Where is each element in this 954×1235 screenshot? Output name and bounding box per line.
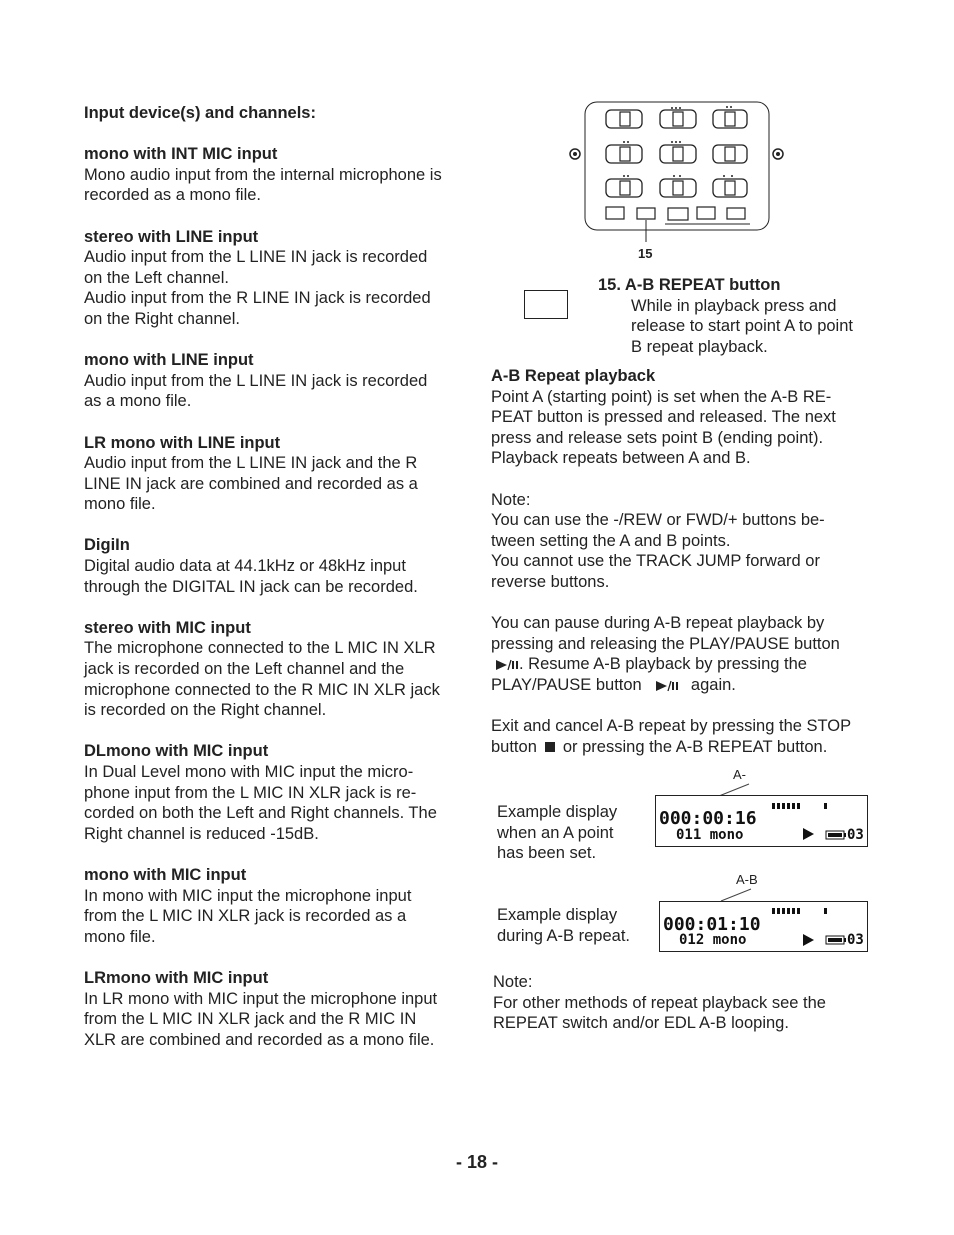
text-line: when an A point xyxy=(497,823,614,842)
level-meter-icon xyxy=(770,906,832,916)
section-digiin xyxy=(84,535,464,597)
text-line: as a mono file. xyxy=(84,392,192,411)
play-pause-icon xyxy=(654,680,682,692)
text-line: jack is recorded on the Left channel and the xyxy=(84,660,405,679)
text-line: Audio input from the R LINE IN jack is recorded xyxy=(84,289,431,308)
text-line: You can pause during A-B repeat playback by xyxy=(491,614,825,633)
section-title: LRmono with MIC input xyxy=(84,968,269,987)
text-line: mono file. xyxy=(84,495,156,514)
text-line: PEAT button is pressed and released. The next xyxy=(491,408,836,427)
section-stereo-mic xyxy=(84,618,464,721)
text-line: mono file. xyxy=(84,927,156,946)
text-line: REPEAT switch and/or EDL A-B looping. xyxy=(493,1014,789,1033)
text-line: Audio input from the L LINE IN jack is recorded xyxy=(84,371,428,390)
section-title: LR mono with LINE input xyxy=(84,433,281,452)
page-number: - 18 - xyxy=(455,1152,498,1172)
text-line: You can use the -/REW or FWD/+ buttons be- xyxy=(491,511,825,530)
ab-repeat-section xyxy=(491,366,871,757)
text-line: during A-B repeat. xyxy=(497,926,630,945)
lcd-display-a xyxy=(655,795,868,847)
text-line: recorded as a mono file. xyxy=(84,186,262,205)
marker-label: A- xyxy=(733,767,746,782)
text-line: microphone connected to the R MIC IN XLR jack xyxy=(84,680,440,699)
text-line: is recorded on the Right channel. xyxy=(84,701,327,720)
text-line: on the Left channel. xyxy=(84,268,229,287)
text-line: from the L MIC IN XLR jack and the R MIC IN xyxy=(84,1010,417,1029)
lcd-time: 000:01:10 xyxy=(663,914,761,935)
text-line: from the L MIC IN XLR jack is recorded as a xyxy=(84,907,407,926)
battery-icon xyxy=(825,830,847,840)
text-line: You cannot use the TRACK JUMP forward or xyxy=(491,552,820,571)
text-line: While in playback press and xyxy=(631,296,837,315)
text-line: Point A (starting point) is set when the A-B RE- xyxy=(491,387,832,406)
battery-icon xyxy=(825,935,847,945)
text-line: For other methods of repeat playback see the xyxy=(493,993,826,1012)
play-icon xyxy=(801,827,815,841)
text-fragment: PLAY/PAUSE button xyxy=(491,675,642,694)
text-line: In mono with MIC input the microphone input xyxy=(84,886,412,905)
text-line: pressing and releasing the PLAY/PAUSE button xyxy=(491,634,840,653)
text-fragment: . Resume A-B playback by pressing the xyxy=(519,655,807,674)
section-mono-mic xyxy=(84,865,464,947)
text-line: LINE IN jack are combined and recorded as a xyxy=(84,474,418,493)
text-line: tween setting the A and B points. xyxy=(491,531,731,550)
text-line: phone input from the L MIC IN XLR jack is re- xyxy=(84,783,417,802)
text-fragment: or pressing the A-B REPEAT button. xyxy=(562,737,828,756)
section-title: DigiIn xyxy=(84,536,130,555)
text-line: release to start point A to point xyxy=(631,317,853,336)
text-line: Digital audio data at 44.1kHz or 48kHz input xyxy=(84,557,406,576)
text-fragment: button xyxy=(491,737,537,756)
text-line: through the DIGITAL IN jack can be recorded. xyxy=(84,577,418,596)
text-fragment: again. xyxy=(690,675,736,694)
text-line: B repeat playback. xyxy=(631,337,768,356)
section-title: stereo with MIC input xyxy=(84,618,251,637)
section-stereo-line xyxy=(84,227,464,330)
text-line: Right channel is reduced -15dB. xyxy=(84,824,319,843)
play-icon xyxy=(801,933,815,947)
text-line xyxy=(491,737,871,758)
device-panel-diagram xyxy=(565,98,790,268)
text-line: Example display xyxy=(497,906,618,924)
button-title: 15. A-B REPEAT button xyxy=(598,276,781,294)
text-line: reverse buttons. xyxy=(491,572,610,591)
text-line: Example display xyxy=(497,803,618,821)
ab-repeat-button-illustration xyxy=(524,290,568,319)
text-line xyxy=(491,654,871,675)
note-section xyxy=(493,972,873,1034)
play-pause-icon xyxy=(491,659,519,671)
note-label: Note: xyxy=(493,973,533,991)
section-lrmono-mic xyxy=(84,968,464,1050)
level-meter-icon xyxy=(770,801,832,811)
text-line xyxy=(491,675,871,696)
section-lr-mono-line xyxy=(84,433,464,515)
section-dlmono-mic xyxy=(84,741,464,844)
text-line: Playback repeats between A and B. xyxy=(491,449,751,468)
text-line: XLR are combined and recorded as a mono file. xyxy=(84,1030,435,1049)
text-line: has been set. xyxy=(497,844,597,863)
text-line: press and release sets point B (ending point). xyxy=(491,428,824,447)
left-column xyxy=(84,103,464,1071)
section-mono-line xyxy=(84,350,464,412)
text-line: Audio input from the L LINE IN jack is recorded xyxy=(84,248,428,267)
note-label: Note: xyxy=(491,490,531,509)
text-line: corded on both the Left and Right channels. The xyxy=(84,804,437,823)
section-title: mono with INT MIC input xyxy=(84,145,278,164)
lcd-time: 000:00:16 xyxy=(659,808,757,829)
section-heading: Input device(s) and channels: xyxy=(84,104,316,122)
section-title: mono with MIC input xyxy=(84,865,247,884)
text-line: In Dual Level mono with MIC input the micro- xyxy=(84,763,414,781)
section-title: DLmono with MIC input xyxy=(84,742,269,761)
stop-icon xyxy=(545,742,555,752)
text-line: Mono audio input from the internal microphone is xyxy=(84,165,442,184)
section-title: mono with LINE input xyxy=(84,351,254,370)
lcd-display-ab xyxy=(659,901,868,952)
section-int-mic xyxy=(84,144,464,206)
marker-label: A-B xyxy=(736,872,758,887)
lcd-number: 03 xyxy=(847,827,864,843)
lcd-number: 03 xyxy=(847,932,864,948)
text-line: Audio input from the L LINE IN jack and the R xyxy=(84,454,418,473)
text-line: The microphone connected to the L MIC IN XLR xyxy=(84,639,436,658)
section-title: stereo with LINE input xyxy=(84,227,259,246)
text-line: In LR mono with MIC input the microphone input xyxy=(84,989,438,1008)
text-line: on the Right channel. xyxy=(84,309,240,328)
button-description xyxy=(598,275,954,357)
callout-number: 15 xyxy=(638,246,653,261)
text-line: Exit and cancel A-B repeat by pressing the STOP xyxy=(491,717,852,736)
lcd-track: 012 mono xyxy=(679,932,747,948)
section-title: A-B Repeat playback xyxy=(491,367,656,385)
lcd-track: 011 mono xyxy=(676,827,744,843)
